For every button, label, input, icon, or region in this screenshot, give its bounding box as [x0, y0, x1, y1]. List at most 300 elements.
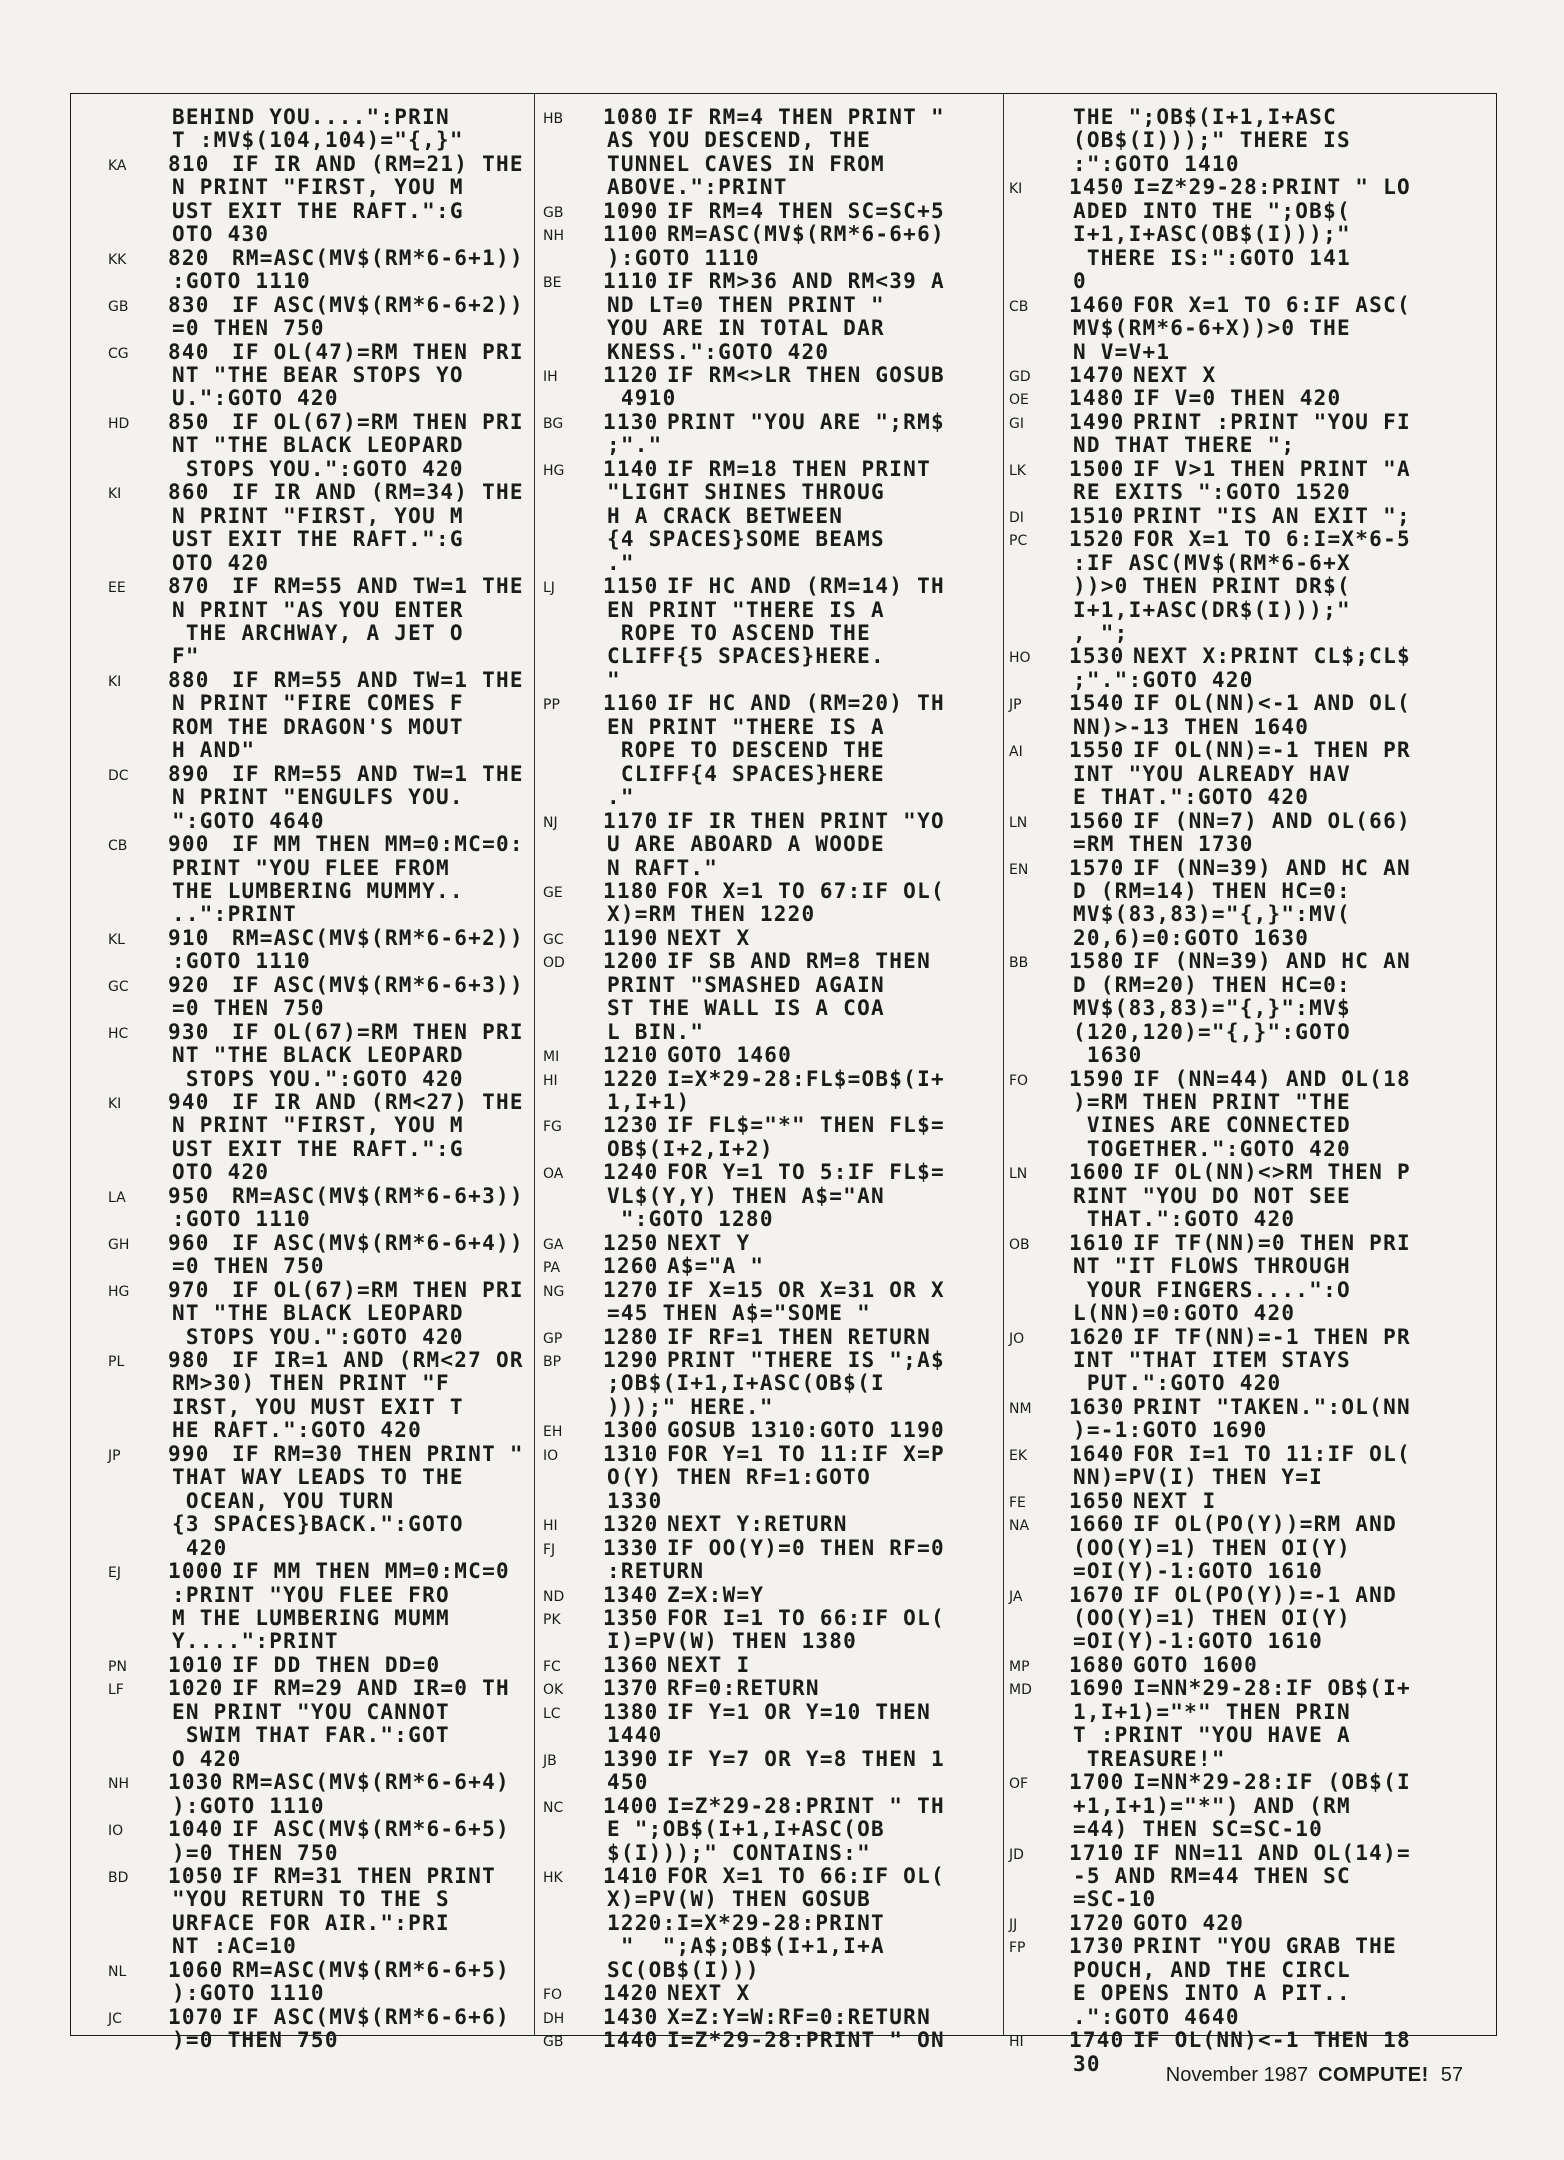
code-line — [1013, 2006, 1461, 2029]
code-line — [1013, 880, 1461, 903]
code-line — [1009, 292, 1461, 317]
code-text: I)=PV(W) THEN 1380 — [607, 1629, 858, 1654]
code-text: SWIM THAT FAR.":GOT — [172, 1723, 450, 1748]
code-line — [112, 692, 520, 715]
code-text: " — [607, 667, 621, 692]
code-line — [543, 1277, 998, 1302]
code-line — [112, 1607, 520, 1630]
code-text: E THAT.":GOTO 420 — [1073, 785, 1310, 810]
checksum-code: MI — [543, 1049, 560, 1066]
code-text: NT "THE BLACK LEOPARD — [172, 433, 464, 458]
code-line — [1009, 456, 1461, 481]
checksum-code: KI — [1009, 181, 1023, 198]
code-line — [112, 1584, 520, 1607]
line-number: 1310 — [603, 1441, 659, 1466]
checksum-code: DI — [1009, 509, 1024, 526]
line-number: 970 — [168, 1277, 210, 1302]
code-line — [1013, 106, 1461, 129]
code-line — [108, 925, 524, 950]
code-text: ND THAT THERE "; — [1073, 433, 1296, 458]
code-text: IF FL$="*" THEN FL$= — [667, 1113, 945, 1138]
code-line — [1009, 1441, 1461, 1466]
checksum-code: GC — [543, 931, 564, 948]
code-line — [1013, 434, 1461, 457]
line-number: 1580 — [1069, 949, 1125, 974]
code-line — [108, 1770, 520, 1795]
checksum-code: KL — [108, 931, 125, 948]
checksum-code: NH — [108, 1776, 129, 1793]
checksum-code: PA — [543, 1260, 561, 1277]
checksum-code: OA — [543, 1166, 564, 1183]
code-line — [547, 1185, 998, 1208]
code-line — [547, 129, 998, 152]
checksum-code: HI — [1009, 2034, 1024, 2051]
code-line — [108, 245, 524, 270]
line-number: 1150 — [603, 574, 659, 599]
code-line — [1009, 1676, 1461, 1701]
checksum-code: EJ — [108, 1565, 121, 1582]
code-line — [547, 153, 998, 176]
code-text: 1,I+1) — [607, 1090, 691, 1115]
code-line — [1009, 503, 1461, 528]
code-line — [112, 1795, 520, 1818]
line-number: 1520 — [1069, 527, 1125, 552]
code-text: IF OO(Y)=0 THEN RF=0 — [667, 1535, 945, 1560]
code-text: E OPENS INTO A PIT.. — [1073, 1981, 1351, 2006]
code-text: IF RM=30 THEN PRINT " — [232, 1441, 524, 1466]
code-line — [543, 878, 998, 903]
column-divider — [534, 93, 535, 2036]
code-text: MV$(83,83)="{,}":MV$ — [1073, 996, 1351, 1021]
line-number: 1390 — [603, 1746, 659, 1771]
checksum-code: HC — [108, 1025, 129, 1042]
code-line — [547, 294, 998, 317]
code-line — [547, 1302, 998, 1325]
checksum-code: IO — [543, 1447, 559, 1464]
line-number: 870 — [168, 574, 210, 599]
code-text: OB$(I+2,I+2) — [607, 1136, 774, 1161]
code-text: U.":GOTO 420 — [172, 386, 339, 411]
code-line — [1013, 599, 1461, 622]
code-line — [112, 1537, 520, 1560]
code-text: X)=PV(W) THEN GOSUB — [607, 1887, 871, 1912]
code-text: MV$(RM*6-6+X))>0 THE — [1073, 316, 1351, 341]
code-line — [543, 2028, 998, 2053]
code-text: OTO 430 — [172, 222, 270, 247]
line-number: 900 — [168, 832, 210, 857]
code-text: $(I)));" CONTAINS:" — [607, 1840, 871, 1865]
code-line — [1013, 1021, 1461, 1044]
line-number: 1550 — [1069, 738, 1125, 763]
code-text: IF MM THEN MM=0:MC=0: — [232, 832, 524, 857]
line-number: 1380 — [603, 1699, 659, 1724]
checksum-code: CB — [108, 838, 128, 855]
line-number: 820 — [168, 245, 210, 270]
code-text: I=X*29-28:FL$=OB$(I+ — [667, 1066, 945, 1091]
checksum-code: IO — [108, 1823, 124, 1840]
checksum-code: EH — [543, 1424, 563, 1441]
line-number: 1500 — [1069, 456, 1125, 481]
line-number: 1140 — [603, 456, 659, 481]
code-line — [112, 1326, 520, 1349]
code-line — [547, 1912, 998, 1935]
checksum-code: FP — [1009, 1940, 1026, 1957]
code-line — [1013, 575, 1461, 598]
code-line — [1013, 622, 1461, 645]
code-line — [1013, 1255, 1461, 1278]
code-text: IF RM=18 THEN PRINT — [667, 456, 931, 481]
line-number: 1450 — [1069, 175, 1125, 200]
issue-date: November 1987 — [1165, 2064, 1309, 2086]
checksum-code: OB — [1009, 1236, 1030, 1253]
code-line — [1013, 1959, 1461, 1982]
checksum-code: FG — [543, 1119, 562, 1136]
code-line — [1009, 1324, 1461, 1349]
listing-column-2 — [543, 105, 998, 2053]
code-line — [108, 1019, 524, 1044]
code-line — [547, 716, 998, 739]
checksum-code: GH — [108, 1236, 130, 1253]
code-text: EN PRINT "THERE IS A — [607, 714, 885, 739]
checksum-code: GB — [108, 298, 129, 315]
line-number: 1280 — [603, 1324, 659, 1349]
code-line — [112, 1372, 520, 1395]
checksum-code: HI — [543, 1518, 558, 1535]
checksum-code: CG — [108, 345, 129, 362]
code-line — [112, 1396, 520, 1419]
code-text: IF OL(NN)<-1 THEN 18 — [1133, 2028, 1411, 2053]
code-line — [108, 1090, 524, 1115]
code-line — [112, 1161, 520, 1184]
code-text: X=Z:Y=W:RF=0:RETURN — [667, 2004, 931, 2029]
code-text: T :MV$(104,104)="{,}" — [172, 128, 464, 153]
checksum-code: ND — [543, 1588, 565, 1605]
code-line — [112, 1912, 520, 1935]
code-text: PRINT "IS AN EXIT "; — [1133, 503, 1411, 528]
code-line — [543, 1512, 998, 1537]
checksum-code: LJ — [543, 580, 555, 597]
code-line — [547, 434, 998, 457]
code-text: .":GOTO 4640 — [1073, 2004, 1240, 2029]
code-line — [547, 1466, 998, 1489]
code-line — [1013, 1138, 1461, 1161]
code-text: FOR I=1 TO 66:IF OL( — [667, 1606, 945, 1630]
line-number: 1240 — [603, 1160, 659, 1185]
checksum-code: EN — [1009, 861, 1029, 878]
code-text: UST EXIT THE RAFT.":G — [172, 198, 464, 223]
code-line — [112, 270, 520, 293]
checksum-code: KK — [108, 251, 127, 268]
code-line — [1013, 1302, 1461, 1325]
code-line — [1013, 270, 1461, 293]
code-line — [1013, 997, 1461, 1020]
line-number: 1300 — [603, 1418, 659, 1443]
code-line — [1013, 833, 1461, 856]
line-number: 1570 — [1069, 855, 1125, 880]
code-line — [1013, 341, 1461, 364]
code-line — [1009, 527, 1461, 552]
code-text: N PRINT "FIRST, YOU M — [172, 1113, 464, 1138]
code-line — [547, 599, 998, 622]
line-number: 1360 — [603, 1652, 659, 1677]
line-number: 1370 — [603, 1676, 659, 1701]
line-number: 1680 — [1069, 1652, 1125, 1677]
code-line — [1013, 1724, 1461, 1747]
code-line — [112, 1068, 520, 1091]
code-line — [1013, 1795, 1461, 1818]
code-text: IF ASC(MV$(RM*6-6+5) — [232, 1817, 510, 1842]
code-text: =45 THEN A$="SOME " — [607, 1301, 871, 1326]
code-line — [112, 317, 520, 340]
code-text: IF MM THEN MM=0:MC=0 — [232, 1559, 510, 1584]
line-number: 1700 — [1069, 1770, 1125, 1795]
line-number: 1530 — [1069, 644, 1125, 669]
code-text: IF HC AND (RM=20) TH — [667, 691, 945, 716]
code-text: EN PRINT "THERE IS A — [607, 597, 885, 622]
checksum-code: FJ — [543, 1541, 556, 1558]
code-text: GOTO 1460 — [667, 1043, 793, 1068]
code-text: N RAFT." — [607, 855, 719, 880]
line-number: 1340 — [603, 1582, 659, 1607]
line-number: 1270 — [603, 1277, 659, 1302]
code-text: IF DD THEN DD=0 — [232, 1652, 441, 1677]
code-line — [547, 1138, 998, 1161]
code-text: YOUR FINGERS....":O — [1073, 1277, 1351, 1302]
code-text: =SC-10 — [1073, 1887, 1157, 1912]
code-text: IF HC AND (RM=14) TH — [667, 574, 945, 599]
line-number: 810 — [168, 151, 210, 176]
checksum-code: JC — [108, 2010, 122, 2027]
checksum-code: GB — [543, 2034, 564, 2051]
code-text: (120,120)="{,}":GOTO — [1073, 1019, 1351, 1044]
code-line — [543, 1699, 998, 1724]
checksum-code: LA — [108, 1189, 126, 1206]
line-number: 1200 — [603, 949, 659, 974]
checksum-code: KI — [108, 1096, 122, 1113]
line-number: 1330 — [603, 1535, 659, 1560]
code-line — [547, 645, 998, 668]
code-text: =RM THEN 1730 — [1073, 832, 1254, 857]
code-text: FOR Y=1 TO 5:IF FL$= — [667, 1160, 945, 1185]
checksum-code: CB — [1009, 298, 1029, 315]
line-number: 1070 — [168, 2004, 224, 2029]
code-line — [108, 667, 524, 692]
code-text: 4910 — [607, 386, 677, 411]
code-line — [1009, 1934, 1461, 1959]
code-line — [1013, 1185, 1461, 1208]
code-line — [547, 903, 998, 926]
code-text: RM=ASC(MV$(RM*6-6+2)) — [232, 925, 524, 950]
code-line — [547, 1818, 998, 1841]
code-text: IF RM=55 AND TW=1 THE — [232, 574, 524, 599]
code-line — [543, 1066, 998, 1091]
code-text: )=0 THEN 750 — [172, 2028, 339, 2053]
code-line — [547, 247, 998, 270]
code-line — [112, 716, 520, 739]
line-number: 1130 — [603, 409, 659, 434]
code-text: NT "THE BLACK LEOPARD — [172, 1043, 464, 1068]
code-text: RE EXITS ":GOTO 1520 — [1073, 480, 1351, 505]
code-line — [543, 409, 998, 434]
code-text: E ";OB$(I+1,I+ASC(OB — [607, 1817, 885, 1842]
code-text: UST EXIT THE RAFT.":G — [172, 1136, 464, 1161]
code-line — [1013, 716, 1461, 739]
code-line — [1009, 1770, 1461, 1795]
code-line — [543, 1230, 998, 1255]
code-text: :":GOTO 1410 — [1073, 151, 1240, 176]
code-text: IF RF=1 THEN RETURN — [667, 1324, 931, 1349]
code-line — [108, 1957, 520, 1982]
code-text: 1,I+1)="*" THEN PRIN — [1073, 1699, 1351, 1724]
code-text: RM=ASC(MV$(RM*6-6+3)) — [232, 1183, 524, 1208]
code-text: X)=RM THEN 1220 — [607, 902, 816, 927]
code-text: ):GOTO 1110 — [172, 1981, 325, 2006]
code-line — [1013, 1091, 1461, 1114]
code-line — [547, 786, 998, 809]
code-line — [108, 292, 524, 317]
code-line — [108, 409, 524, 434]
code-text: 1630 — [1073, 1043, 1143, 1068]
code-text: IF SB AND RM=8 THEN — [667, 949, 931, 974]
code-text: VL$(Y,Y) THEN A$="AN — [607, 1183, 885, 1208]
line-number: 910 — [168, 925, 210, 950]
code-line — [547, 1888, 998, 1911]
checksum-code: NM — [1009, 1400, 1032, 1417]
checksum-code: JP — [108, 1447, 121, 1464]
code-line — [1013, 1630, 1461, 1653]
code-text: HE RAFT.":GOTO 420 — [172, 1418, 423, 1443]
code-text: IF ASC(MV$(RM*6-6+6) — [232, 2004, 510, 2029]
checksum-code: OD — [543, 955, 565, 972]
code-line — [543, 1676, 998, 1701]
code-text: IF (NN=39) AND HC AN — [1133, 855, 1411, 880]
code-text: IF IR AND (RM=21) THE — [232, 151, 524, 176]
line-number: 1210 — [603, 1043, 659, 1068]
code-text: I+1,I+ASC(OB$(I)));" — [1073, 222, 1351, 247]
code-line — [1013, 1349, 1461, 1372]
code-text: IF RM=4 THEN PRINT " — [667, 105, 945, 129]
code-line — [547, 669, 998, 692]
line-number: 880 — [168, 667, 210, 692]
code-line — [112, 645, 520, 668]
checksum-code: JB — [543, 1752, 557, 1769]
code-text: NEXT I — [1133, 1488, 1217, 1513]
checksum-code: NG — [543, 1283, 565, 1300]
code-text: IF RM<>LR THEN GOSUB — [667, 362, 945, 387]
code-line — [1009, 1582, 1461, 1607]
checksum-code: GE — [543, 884, 563, 901]
line-number: 1690 — [1069, 1676, 1125, 1701]
code-line — [543, 1441, 998, 1466]
code-line — [1013, 552, 1461, 575]
checksum-code: PC — [1009, 533, 1028, 550]
checksum-code: BD — [108, 1869, 129, 1886]
code-line — [108, 339, 524, 364]
line-number: 1350 — [603, 1606, 659, 1630]
line-number: 1180 — [603, 878, 659, 903]
code-line — [543, 1582, 998, 1607]
code-line — [1013, 1279, 1461, 1302]
code-line — [112, 1138, 520, 1161]
code-line — [1013, 1372, 1461, 1395]
code-line — [108, 574, 524, 599]
checksum-code: MP — [1009, 1658, 1030, 1675]
code-text: ;OB$(I+1,I+ASC(OB$(I — [607, 1371, 885, 1396]
checksum-code: LK — [1009, 462, 1026, 479]
code-text: RM=ASC(MV$(RM*6-6+1)) — [232, 245, 524, 270]
code-line — [1013, 1419, 1461, 1442]
code-line — [547, 1959, 998, 1982]
code-line — [108, 1863, 520, 1888]
code-line — [112, 223, 520, 246]
checksum-code: KI — [108, 486, 122, 503]
code-line — [112, 880, 520, 903]
code-text: ):GOTO 1110 — [607, 245, 760, 270]
code-line — [1009, 949, 1461, 974]
line-number: 1120 — [603, 362, 659, 387]
code-line — [547, 317, 998, 340]
line-number: 1590 — [1069, 1066, 1125, 1091]
code-text: THE ARCHWAY, A JET O — [172, 620, 464, 645]
code-line — [547, 1724, 998, 1747]
code-text: PRINT "YOU GRAB THE — [1133, 1934, 1397, 1959]
code-text: FOR X=1 TO 6:I=X*6-5 — [1133, 527, 1411, 552]
code-line — [1009, 1394, 1461, 1419]
code-text: M THE LUMBERING MUMM — [172, 1606, 450, 1630]
checksum-code: OE — [1009, 392, 1029, 409]
checksum-code: GC — [108, 978, 129, 995]
code-line — [1013, 1466, 1461, 1489]
checksum-code: NA — [1009, 1518, 1030, 1535]
code-text: IF IR AND (RM<27) THE — [232, 1090, 524, 1115]
line-number: 1040 — [168, 1817, 224, 1842]
code-text: N PRINT "FIRST, YOU M — [172, 503, 464, 528]
code-line — [1013, 763, 1461, 786]
code-line — [108, 1183, 524, 1208]
code-text: OCEAN, YOU TURN — [172, 1488, 395, 1513]
code-text: ROPE TO DESCEND THE — [607, 738, 885, 763]
code-text: :GOTO 1110 — [172, 1207, 311, 1232]
code-text: PRINT "YOU FLEE FROM — [172, 855, 450, 880]
line-number: 860 — [168, 480, 210, 505]
code-line — [112, 387, 520, 410]
code-text: FOR X=1 TO 6:IF ASC( — [1133, 292, 1411, 317]
code-line — [112, 1630, 520, 1653]
code-text: {3 SPACES}BACK.":GOTO — [172, 1512, 464, 1537]
code-text: IF IR AND (RM=34) THE — [232, 480, 524, 505]
code-text: L(NN)=0:GOTO 420 — [1073, 1301, 1296, 1326]
code-text: FOR I=1 TO 11:IF OL( — [1133, 1441, 1411, 1466]
code-text: IF NN=11 AND OL(14)= — [1133, 1840, 1411, 1865]
code-line — [112, 1044, 520, 1067]
code-text: ND LT=0 THEN PRINT " — [607, 292, 885, 317]
line-number: 1010 — [168, 1652, 224, 1677]
code-line — [543, 691, 998, 716]
code-line — [112, 997, 520, 1020]
code-text: :PRINT "YOU FLEE FRO — [172, 1582, 450, 1607]
code-text: GOTO 1600 — [1133, 1652, 1259, 1677]
code-text: IF Y=7 OR Y=8 THEN 1 — [667, 1746, 945, 1771]
code-text: ":GOTO 1280 — [607, 1207, 774, 1232]
line-number: 890 — [168, 761, 210, 786]
line-number: 1410 — [603, 1863, 659, 1888]
code-line — [547, 1021, 998, 1044]
code-line — [543, 2004, 998, 2029]
code-line — [543, 362, 998, 387]
checksum-code: HG — [108, 1283, 130, 1300]
code-text: (OO(Y)=1) THEN OI(Y) — [1073, 1606, 1351, 1630]
code-line — [112, 599, 520, 622]
